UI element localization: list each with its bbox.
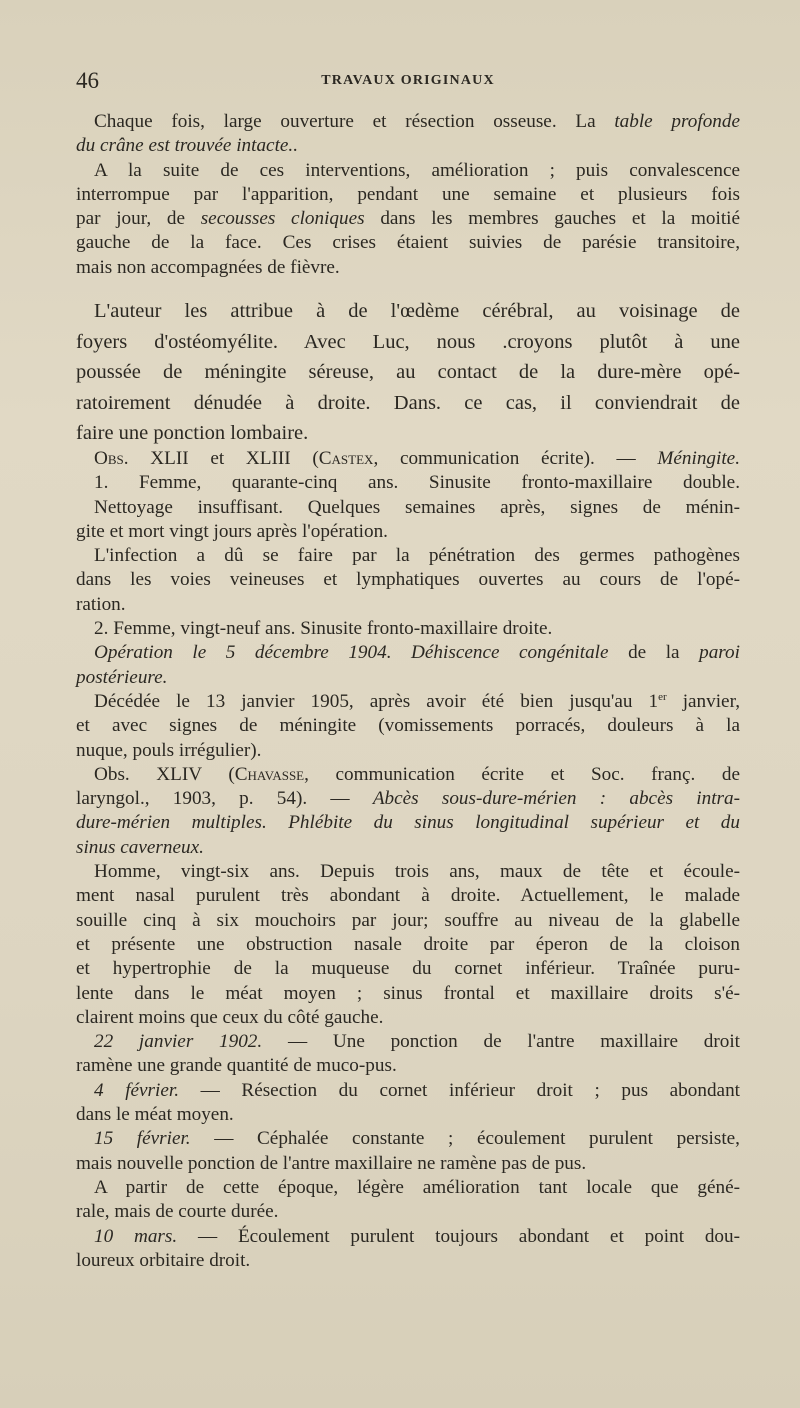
text-line: et hypertrophie de la muqueuse du cornet inférieur. Traînée puru- [76, 958, 740, 980]
text-line: gite et mort vingt jours après l'opération. [76, 520, 388, 542]
paragraph-block-2 [76, 296, 740, 449]
text-line: souille cinq à six mouchoirs par jour; souffre au niveau de la glabelle [76, 909, 740, 931]
text-line: interrompue par l'apparition, pendant une semaine et plusieurs fois [76, 183, 740, 205]
text-line: laryngol., 1903, p. 54). — Abcès sous-dure-mérien : abcès intra- [76, 788, 740, 810]
text-line: mais nouvelle ponction de l'antre maxillaire ne ramène pas de pus. [76, 1152, 587, 1174]
text-line: Décédée le 13 janvier 1905, après avoir été bien jusqu'au 1er janvier, [94, 690, 740, 712]
text-line: et présente une obstruction nasale droite par éperon de la cloison [76, 933, 740, 955]
page-number: 46 [76, 68, 99, 93]
text-line: du crâne est trouvée intacte.. [76, 135, 299, 157]
text-line: ramène une grande quantité de muco-pus. [76, 1055, 397, 1077]
paragraph-block-1 [76, 110, 740, 280]
text-line: et avec signes de méningite (vomissements porracés, douleurs à la [76, 715, 740, 737]
text-line: ration. [76, 593, 126, 615]
text-line: faire une ponction lombaire. [76, 422, 309, 444]
running-title: TRAVAUX ORIGINAUX [321, 73, 495, 88]
text-line: A partir de cette époque, légère amélioration tant locale que géné- [94, 1176, 740, 1198]
text-line: clairent moins que ceux du côté gauche. [76, 1006, 384, 1028]
text-line: nuque, pouls irrégulier). [76, 739, 262, 761]
text-line: 10 mars. — Écoulement purulent toujours abondant et point dou- [94, 1225, 740, 1247]
text-line: 2. Femme, vingt-neuf ans. Sinusite fronto-maxillaire droite. [94, 618, 553, 640]
text-line: 1. Femme, quarante-cinq ans. Sinusite fronto-maxillaire double. [94, 472, 740, 494]
text-line: 4 février. — Résection du cornet inférieur droit ; pus abondant [94, 1079, 740, 1101]
text-line: lente dans le méat moyen ; sinus frontal et maxillaire droits s'é- [76, 982, 740, 1004]
text-line: foyers d'ostéomyélite. Avec Luc, nous .croyons plutôt à une [76, 330, 740, 353]
text-line: 22 janvier 1902. — Une ponction de l'antre maxillaire droit [94, 1031, 740, 1053]
text-line: dans le méat moyen. [76, 1104, 234, 1126]
page-header [76, 68, 740, 102]
text-line: Nettoyage insuffisant. Quelques semaines après, signes de ménin- [94, 496, 740, 518]
text-line: rale, mais de courte durée. [76, 1201, 279, 1223]
text-line: dans les voies veineuses et lymphatiques ouvertes au cours de l'opé- [76, 569, 740, 591]
text-line: Homme, vingt-six ans. Depuis trois ans, maux de tête et écoule- [94, 861, 740, 883]
text-line: A la suite de ces interventions, amélioration ; puis convalescence [94, 159, 740, 181]
text-line: gauche de la face. Ces crises étaient suivies de parésie transitoire, [76, 232, 740, 254]
text-line: ratoirement dénudée à droite. Dans. ce cas, il conviendrait de [76, 391, 740, 414]
text-line: Chaque fois, large ouverture et résection osseuse. La table profonde [94, 111, 740, 132]
text-line: ment nasal purulent très abondant à droite. Actuellement, le malade [76, 885, 740, 907]
text-line: loureux orbitaire droit. [76, 1249, 251, 1271]
text-line: Opération le 5 décembre 1904. Déhiscence congénitale de la paroi [94, 642, 740, 664]
text-line: Obs. XLII et XLIII (Castex, communication écrite). — Méningite. [94, 448, 740, 469]
text-line: L'auteur les attribue à de l'œdème cérébral, au voisinage de [94, 300, 740, 322]
text-line: mais non accompagnées de fièvre. [76, 256, 340, 278]
text-line: L'infection a dû se faire par la pénétration des germes pathogènes [94, 545, 740, 567]
text-line: par jour, de secousses cloniques dans les membres gauches et la moitié [76, 208, 740, 230]
text-line: poussée de méningite séreuse, au contact de la dure-mère opé- [76, 361, 740, 383]
text-line: 15 février. — Céphalée constante ; écoulement purulent persiste, [94, 1128, 740, 1150]
text-line: dure-mérien multiples. Phlébite du sinus longitudinal supérieur et du [76, 812, 740, 834]
text-line: postérieure. [76, 666, 168, 688]
text-line: Obs. XLIV (Chavasse, communication écrite et Soc. franç. de [94, 763, 740, 785]
text-line: sinus caverneux. [76, 836, 204, 858]
paragraph-block-3 [76, 447, 740, 1273]
